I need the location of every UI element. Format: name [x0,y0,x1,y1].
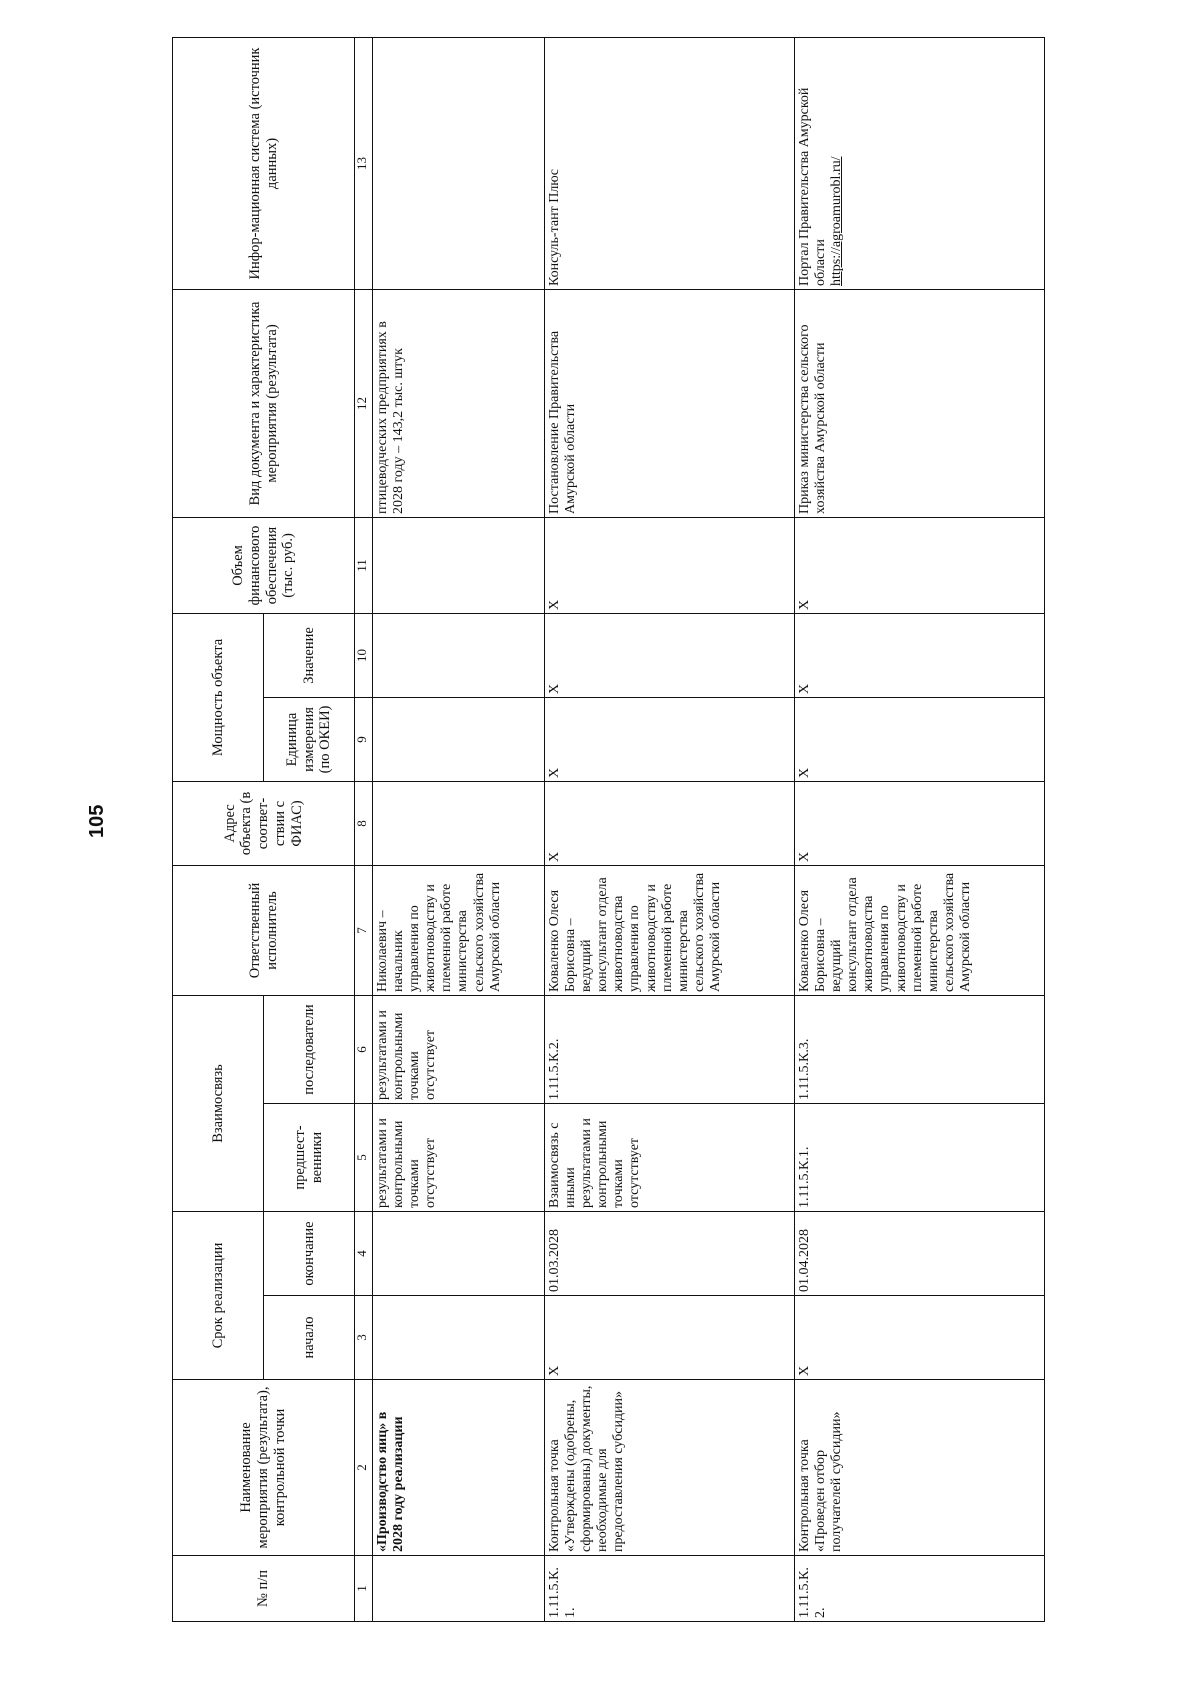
header-row-1 [173,37,264,1621]
cell-name: «Производство яиц» в 2028 году реализации [373,1380,545,1556]
cell-name: Контрольная точка «Проведен отбор получателей субсидии» [795,1380,1045,1556]
cell-address [373,781,545,865]
column-number: 3 [355,1296,373,1380]
column-number: 1 [355,1556,373,1622]
header-responsible: Ответственный исполнитель [173,865,355,995]
column-number: 7 [355,865,373,995]
cell-predecessors: Взаимосвязь с иными результатами и контрольными точками отсутствует [545,1104,795,1212]
header-address: Адрес объекта (в соответ-ствии с ФИАС) [173,781,355,865]
header-term-end: окончание [264,1212,355,1296]
header-document: Вид документа и характеристика мероприятия (результата) [173,289,355,517]
cell-end: 01.04.2028 [795,1212,1045,1296]
cell-start: X [545,1296,795,1380]
cell-value: X [545,613,795,697]
cell-end: 01.03.2028 [545,1212,795,1296]
info-text: Портал Правительства Амурской области [797,87,829,286]
cell-unit [373,697,545,781]
column-number: 10 [355,613,373,697]
header-power-unit: Единица измерения (по ОКЕИ) [264,697,355,781]
cell-responsible: Коваленко Олеся Борисовна – ведущий консультант отдела животноводства управления по животноводству и племенной работе министерства сельского хозяйства Амурской области [795,865,1045,995]
cell-successors: 1.11.5.К.2. [545,995,795,1103]
page-number: 105 [86,804,108,838]
column-number: 11 [355,517,373,613]
cell-num [373,1556,545,1622]
cell-end [373,1212,545,1296]
cell-finance [373,517,545,613]
column-number: 4 [355,1212,373,1296]
header-power-value: Значение [264,613,355,697]
cell-info [373,37,545,289]
cell-successors: результатами и контрольными точками отсутствует [373,995,545,1103]
cell-responsible: Николаевич – начальник управления по животноводству и племенной работе министерства сельского хозяйства Амурской области [373,865,545,995]
cell-num: 1.11.5.К. 2. [795,1556,1045,1622]
cell-document: Приказ министерства сельского хозяйства Амурской области [795,289,1045,517]
cell-unit: X [545,697,795,781]
header-info-system: Инфор-мационная система (источник данных) [173,37,355,289]
cell-document: Постановление Правительства Амурской области [545,289,795,517]
cell-value [373,613,545,697]
header-link: Взаимосвязь [173,995,264,1211]
header-term-start: начало [264,1296,355,1380]
column-number: 9 [355,697,373,781]
cell-finance: X [545,517,795,613]
column-number: 13 [355,37,373,289]
cell-address: X [795,781,1045,865]
table-row [373,37,545,1621]
header-name: Наименование мероприятия (результата), контрольной точки [173,1380,355,1556]
column-number: 5 [355,1104,373,1212]
cell-start [373,1296,545,1380]
column-number: 2 [355,1380,373,1556]
cell-document: птицеводческих предприятиях в 2028 году – 143,2 тыс. штук [373,289,545,517]
header-power: Мощность объекта [173,613,264,781]
cell-start: X [795,1296,1045,1380]
cell-value: X [795,613,1045,697]
cell-num: 1.11.5.К. 1. [545,1556,795,1622]
header-successors: последователи [264,995,355,1103]
column-number: 6 [355,995,373,1103]
activities-table [172,37,1045,1622]
cell-predecessors: результатами и контрольными точками отсутствует [373,1104,545,1212]
column-number: 8 [355,781,373,865]
cell-info [795,37,1045,289]
header-term: Срок реализации [173,1212,264,1380]
cell-info: Консуль-тант Плюс [545,37,795,289]
column-number: 12 [355,289,373,517]
cell-name: Контрольная точка «Утверждены (одобрены, сформированы) документы, необходимые для предоставления субсидии» [545,1380,795,1556]
cell-predecessors: 1.11.5.К.1. [795,1104,1045,1212]
cell-address: X [545,781,795,865]
column-number-row [355,37,373,1621]
rotated-table-wrapper [172,38,1092,1622]
cell-successors: 1.11.5.К.3. [795,995,1045,1103]
header-num: № п/п [173,1556,355,1622]
cell-unit: X [795,697,1045,781]
header-finance: Объем финансового обеспечения (тыс. руб.) [173,517,355,613]
table-row [545,37,795,1621]
cell-responsible: Коваленко Олеся Борисовна – ведущий консультант отдела животноводства управления по животноводству и племенной работе министерства сельского хозяйства Амурской области [545,865,795,995]
cell-finance: X [795,517,1045,613]
header-predecessors: предшест-венники [264,1104,355,1212]
portal-link[interactable]: https://agroamurobl.ru/ [829,156,845,286]
table-row [795,37,1045,1621]
